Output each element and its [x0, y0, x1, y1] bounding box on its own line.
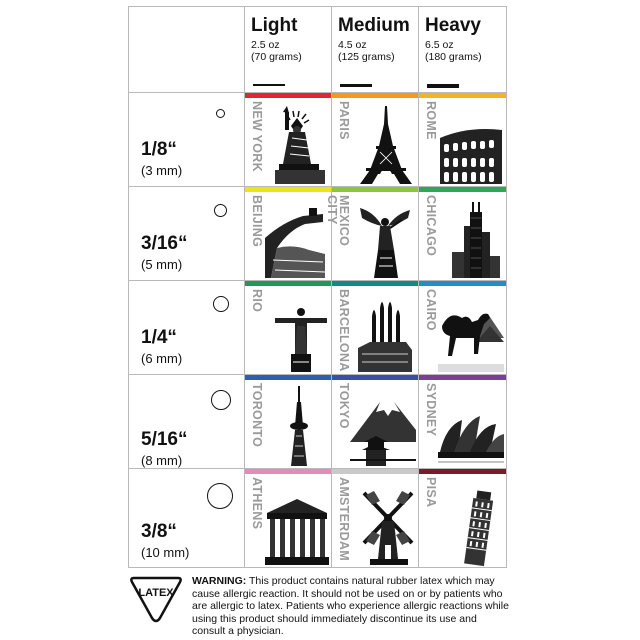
weight-line [253, 84, 285, 86]
camel-pyramids-icon [438, 292, 504, 372]
size-label: 1/8“ [141, 139, 177, 160]
city-cell [331, 374, 419, 469]
size-mm: (5 mm) [141, 257, 183, 272]
city-label: PISA [424, 477, 438, 508]
color-bar [245, 93, 331, 98]
color-bar [332, 93, 418, 98]
size-mm: (6 mm) [141, 351, 183, 366]
color-bar [245, 187, 331, 192]
size-row-label [128, 280, 245, 375]
color-bar [245, 375, 331, 380]
color-bar [332, 281, 418, 286]
city-cell [244, 468, 332, 568]
weight-grams: (70 grams) [251, 51, 302, 63]
hole-size-icon [214, 204, 227, 217]
city-label: AMSTERDAM [337, 477, 351, 561]
city-label: TORONTO [250, 383, 264, 448]
size-label: 1/4“ [141, 327, 177, 348]
weight-name: Heavy [425, 15, 481, 36]
city-cell [325, 186, 419, 281]
city-label: ROME [424, 101, 438, 140]
city-cell [244, 280, 332, 375]
weight-grams: (125 grams) [338, 51, 395, 63]
weight-grams: (180 grams) [425, 51, 482, 63]
size-row-label [128, 186, 245, 281]
header-light [244, 6, 332, 93]
angel-of-independence-icon [350, 198, 416, 278]
weight-name: Medium [338, 15, 410, 36]
city-label: ATHENS [250, 477, 264, 530]
weight-oz: 6.5 oz [425, 39, 454, 51]
city-cell [418, 468, 507, 568]
city-cell [244, 374, 332, 469]
latex-icon-label: LATEX [138, 587, 174, 599]
color-bar [332, 375, 418, 380]
eiffel-tower-icon [350, 104, 416, 184]
size-mm: (3 mm) [141, 163, 183, 178]
header-heavy [418, 6, 507, 93]
color-bar [245, 281, 331, 286]
colosseum-icon [438, 104, 504, 184]
color-bar [245, 469, 331, 474]
size-mm: (10 mm) [141, 545, 190, 560]
city-label: BEIJING [250, 195, 264, 248]
willis-tower-icon [438, 198, 504, 278]
city-label: CHICAGO [424, 195, 438, 257]
weight-line [340, 84, 372, 87]
christ-the-redeemer-icon [263, 292, 329, 372]
sydney-opera-house-icon [438, 386, 504, 466]
warning-title: WARNING: [192, 575, 247, 587]
color-bar [332, 469, 418, 474]
city-label: CAIRO [424, 289, 438, 331]
parthenon-icon [263, 485, 329, 565]
warning-body: This product contains natural rubber latex which may cause allergic reaction. It should not be used on or by patients who are allergic to latex. Patients who experience allergic reactions while using this product should immediately discontinue its use and consult a physician. [192, 575, 509, 638]
hole-size-icon [207, 483, 233, 509]
city-label: TOKYO [337, 383, 351, 429]
city-label: BARCELONA [337, 289, 351, 372]
great-wall-icon [263, 198, 329, 278]
size-mm: (8 mm) [141, 453, 183, 468]
corner-cell [128, 6, 245, 93]
sagrada-familia-icon [350, 292, 416, 372]
color-bar [419, 375, 506, 380]
city-label: NEW YORK [250, 101, 264, 172]
city-label: PARIS [337, 101, 351, 140]
weight-oz: 4.5 oz [338, 39, 367, 51]
weight-oz: 2.5 oz [251, 39, 280, 51]
color-bar [419, 469, 506, 474]
weight-line [427, 84, 459, 88]
mount-fuji-pagoda-icon [350, 386, 416, 466]
city-label: SYDNEY [424, 383, 438, 437]
city-cell [418, 92, 507, 187]
color-bar [419, 281, 506, 286]
size-row-label [128, 92, 245, 187]
weight-name: Light [251, 15, 298, 36]
city-cell [331, 92, 419, 187]
size-row-label [128, 374, 245, 469]
windmill-icon [350, 485, 416, 565]
statue-of-liberty-icon [263, 104, 329, 184]
color-bar [419, 93, 506, 98]
color-bar [419, 187, 506, 192]
size-row-label [128, 468, 245, 568]
city-cell [331, 468, 419, 568]
header-medium [331, 6, 419, 93]
latex-warning-icon [128, 574, 184, 624]
city-label: MEXICO CITY [325, 195, 351, 247]
hole-size-icon [211, 390, 231, 410]
city-label: RIO [250, 289, 264, 313]
city-cell [244, 186, 332, 281]
latex-warning-text [192, 575, 512, 638]
size-label: 3/8“ [141, 521, 177, 542]
color-bar [332, 187, 418, 192]
city-cell [418, 280, 507, 375]
city-cell [331, 280, 419, 375]
leaning-tower-of-pisa-icon [438, 485, 504, 565]
size-label: 5/16“ [141, 429, 188, 450]
city-cell [244, 92, 332, 187]
hole-size-icon [213, 296, 229, 312]
cn-tower-icon [263, 386, 329, 466]
city-cell [418, 186, 507, 281]
city-cell [418, 374, 507, 469]
size-label: 3/16“ [141, 233, 188, 254]
hole-size-icon [216, 109, 225, 118]
